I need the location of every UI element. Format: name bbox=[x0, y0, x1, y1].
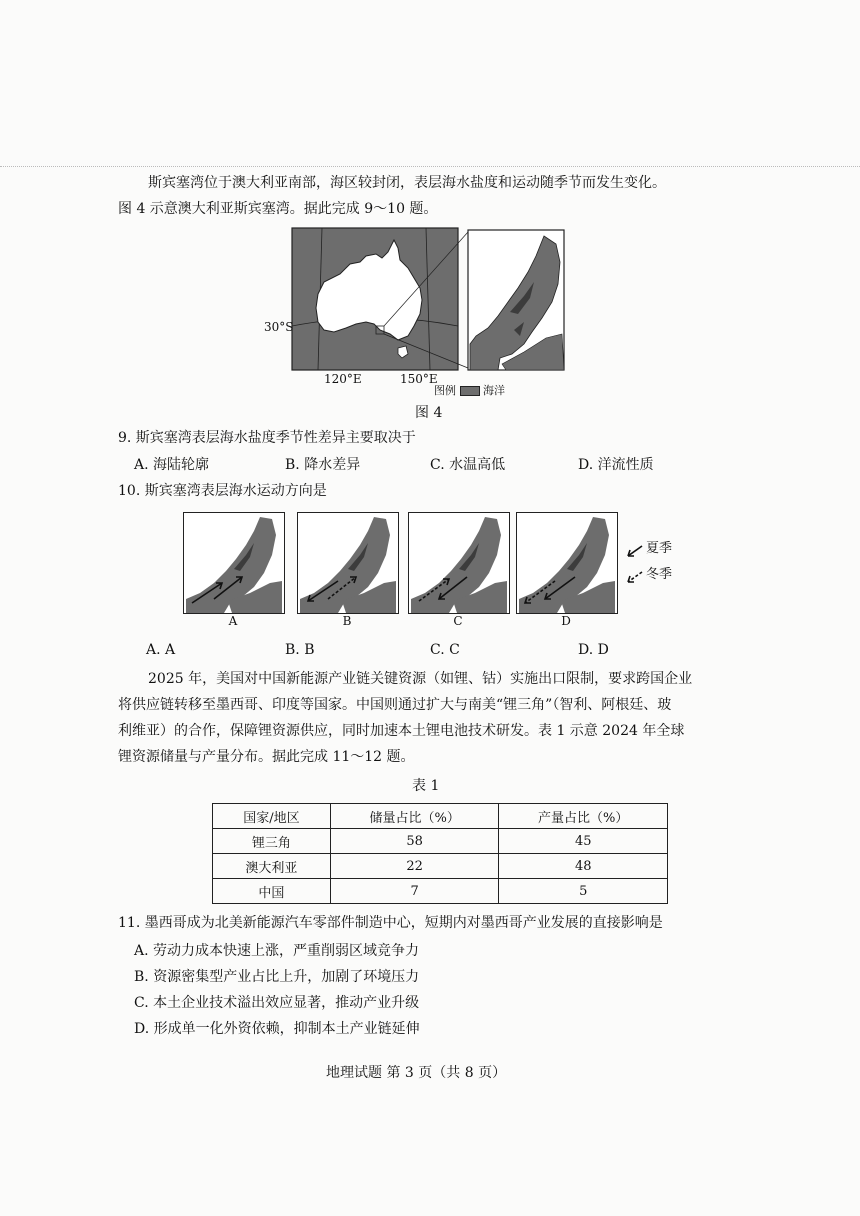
panel-b-map bbox=[298, 513, 398, 613]
q11-option-b[interactable]: B. 资源密集型产业占比上升，加剧了环境压力 bbox=[134, 969, 420, 985]
intro1-line2: 图 4 示意澳大利亚斯宾塞湾。据此完成 9～10 题。 bbox=[118, 201, 438, 217]
table-cell: 48 bbox=[499, 854, 668, 879]
intro2-line3: 利维亚）的合作，保障锂资源供应，同时加速本土锂电池技术研发。表 1 示意 2024 年全球 bbox=[118, 723, 685, 739]
q10-panel-label-d: D bbox=[561, 614, 571, 628]
table-row bbox=[213, 854, 668, 879]
q10-panel-c bbox=[408, 512, 510, 614]
q10-option-a[interactable]: A. A bbox=[146, 642, 176, 658]
table1 bbox=[212, 803, 668, 904]
q10-legend-arrows bbox=[624, 542, 646, 590]
q9-option-b[interactable]: B. 降水差异 bbox=[285, 457, 361, 473]
table-cell: 澳大利亚 bbox=[213, 854, 331, 879]
intro2-line4: 锂资源储量与产量分布。据此完成 11～12 题。 bbox=[118, 749, 415, 765]
intro2-line2: 将供应链转移至墨西哥、印度等国家。中国则通过扩大与南美“锂三角”（智利、阿根廷、玻 bbox=[118, 697, 672, 713]
table-row bbox=[213, 829, 668, 854]
q10-stem: 10. 斯宾塞湾表层海水运动方向是 bbox=[118, 483, 327, 499]
lon-label-150: 150°E bbox=[400, 372, 438, 386]
figure4-legend bbox=[434, 382, 505, 398]
intro2-line1: 2025 年，美国对中国新能源产业链关键资源（如锂、钴）实施出口限制，要求跨国企业 bbox=[148, 671, 693, 687]
figure4-caption: 图 4 bbox=[415, 405, 443, 421]
q9-stem: 9. 斯宾塞湾表层海水盐度季节性差异主要取决于 bbox=[118, 430, 416, 446]
table-cell: 58 bbox=[330, 829, 499, 854]
legend-ocean-swatch bbox=[460, 386, 480, 396]
q10-option-c[interactable]: C. C bbox=[430, 642, 460, 658]
q11-stem: 11. 墨西哥成为北美新能源汽车零部件制造中心，短期内对墨西哥产业发展的直接影响是 bbox=[118, 915, 663, 931]
table-header-cell: 国家/地区 bbox=[213, 804, 331, 829]
table-cell: 锂三角 bbox=[213, 829, 331, 854]
table-header-row bbox=[213, 804, 668, 829]
q9-option-d[interactable]: D. 洋流性质 bbox=[578, 457, 654, 473]
q10-panel-d bbox=[516, 512, 618, 614]
q10-panel-label-c: C bbox=[453, 614, 463, 628]
lon-label-120: 120°E bbox=[324, 372, 362, 386]
panel-d-map bbox=[517, 513, 617, 613]
scan-line bbox=[0, 166, 860, 167]
q10-panel-b bbox=[297, 512, 399, 614]
lat-label: 30°S bbox=[264, 320, 294, 334]
q10-option-b[interactable]: B. B bbox=[285, 642, 315, 658]
q9-option-c[interactable]: C. 水温高低 bbox=[430, 457, 506, 473]
q11-option-d[interactable]: D. 形成单一化外资依赖，抑制本土产业链延伸 bbox=[134, 1021, 420, 1037]
table-header-cell: 产量占比（%） bbox=[499, 804, 668, 829]
q11-option-a[interactable]: A. 劳动力成本快速上涨，严重削弱区域竞争力 bbox=[134, 943, 420, 959]
legend-ocean-label: 海洋 bbox=[483, 384, 505, 397]
table-cell: 7 bbox=[330, 879, 499, 904]
q9-option-a[interactable]: A. 海陆轮廓 bbox=[134, 457, 210, 473]
q11-option-c[interactable]: C. 本土企业技术溢出效应显著，推动产业升级 bbox=[134, 995, 420, 1011]
figure4 bbox=[262, 226, 602, 402]
table-header-cell: 储量占比（%） bbox=[330, 804, 499, 829]
table-cell: 22 bbox=[330, 854, 499, 879]
table1-caption: 表 1 bbox=[412, 778, 440, 794]
q10-panel-a bbox=[183, 512, 285, 614]
legend-label: 图例 bbox=[434, 384, 456, 397]
panel-c-map bbox=[409, 513, 509, 613]
table-cell: 5 bbox=[499, 879, 668, 904]
q10-option-d[interactable]: D. D bbox=[578, 642, 609, 658]
table-cell: 45 bbox=[499, 829, 668, 854]
q10-legend bbox=[624, 540, 684, 600]
legend-summer: 夏季 bbox=[646, 541, 673, 556]
page-footer: 地理试题 第 3 页（共 8 页） bbox=[326, 1065, 507, 1081]
table-row bbox=[213, 879, 668, 904]
legend-winter: 冬季 bbox=[646, 567, 673, 582]
table-cell: 中国 bbox=[213, 879, 331, 904]
intro1-line1: 斯宾塞湾位于澳大利亚南部，海区较封闭，表层海水盐度和运动随季节而发生变化。 bbox=[148, 175, 666, 191]
panel-a-map bbox=[184, 513, 284, 613]
q10-panel-label-a: A bbox=[228, 614, 238, 628]
q10-panel-label-b: B bbox=[342, 614, 352, 628]
